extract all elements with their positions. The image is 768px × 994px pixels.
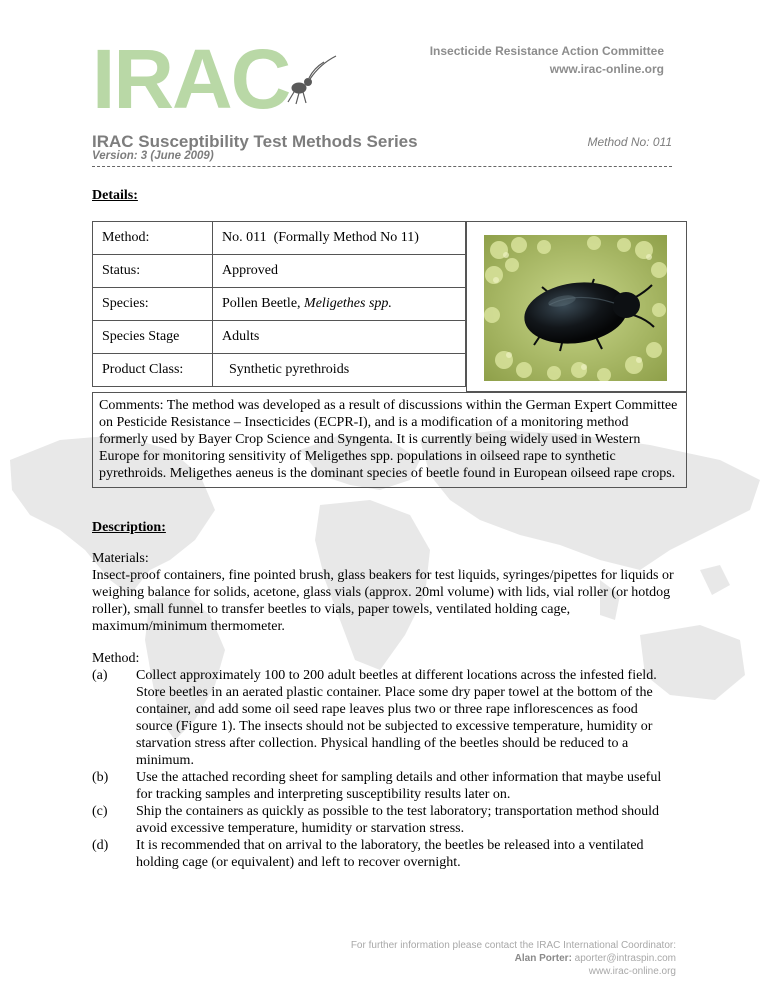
row-label: Product Class: (93, 354, 213, 387)
step-text: Collect approximately 100 to 200 adult beetles at different locations across the infested field. Store beetles in an aerated plastic container. Place some dry paper towel at the bottom of the container, and add some oil seed rape leaves plus two or three rape inflorescences as food source (Figure 1). The insects should not be subjected to excessive temperature, humidity or starvation stress after collection. Physical handling of the beetles should be reduced to a minimum. (136, 668, 657, 768)
series-title: IRAC Susceptibility Test Methods Series (92, 132, 418, 151)
footer-contact-line: For further information please contact the IRAC International Coordinator: (350, 940, 676, 951)
method-number: Method No: 011 (587, 135, 672, 149)
irac-logo (92, 42, 342, 110)
row-value: Approved (213, 255, 466, 288)
step-text: Use the attached recording sheet for sampling details and other information that maybe useful for tracking samples and interpreting susceptibility results later on. (136, 770, 662, 802)
row-label: Species Stage (93, 321, 213, 354)
comments-box: Comments: The method was developed as a result of discussions within the German Expert Committee on Pesticide Resistance – Insecticides (ECPR-I), and is a modification of a monitoring method formerly used by Bayer Crop Science and Syngenta. It is currently being widely used in Western Europe for monitoring sensitivity of Meligethes spp. populations in oilseed rape to synthetic pyrethroids. Meligethes aeneus is the dominant species of beetle found in European oilseed rape crops. (92, 392, 687, 488)
table-row (93, 222, 466, 255)
species-common-name: Pollen Beetle, (222, 296, 305, 311)
footer-contact-name: Alan Porter: (514, 953, 572, 964)
table-row (93, 255, 466, 288)
step-text: It is recommended that on arrival to the laboratory, the beetles be released into a ventilated holding cage (or equivalent) and left to recover overnight. (136, 838, 644, 870)
table-row (93, 288, 466, 321)
step-letter: (b) (92, 770, 109, 785)
method-label: Method: (92, 651, 140, 666)
step-letter: (c) (92, 804, 108, 819)
step-letter: (a) (92, 668, 108, 683)
footer-email[interactable]: aporter@intraspin.com (571, 953, 676, 964)
insect-icon (288, 56, 336, 104)
org-url[interactable]: www.irac-online.org (549, 62, 664, 76)
materials-text: Insect-proof containers, fine pointed brush, glass beakers for test liquids, syringes/pipettes for liquids or weighing balance for solids, acetone, glass vials (approx. 20ml volume) with lids, vial roller (or hotdog roller), small funnel to transfer beetles to vials, paper towels, ventilated holding cage, maximum/minimum thermometer. (92, 568, 674, 634)
svg-text:IRAC: IRAC (92, 42, 290, 110)
details-table (92, 221, 466, 387)
step-text: Ship the containers as quickly as possible to the test laboratory; transportation method should avoid excessive temperature, humidity or starvation stress. (136, 804, 659, 836)
step-letter: (d) (92, 838, 109, 853)
footer-url[interactable]: www.irac-online.org (588, 966, 676, 977)
photo-cell (466, 221, 687, 392)
table-row (93, 321, 466, 354)
description-heading: Description: (92, 520, 166, 535)
row-value: No. 011 (Formally Method No 11) (213, 222, 466, 255)
org-name: Insecticide Resistance Action Committee (429, 44, 664, 58)
pollen-beetle-photo (484, 235, 667, 381)
row-value (213, 288, 466, 321)
header-divider (92, 166, 672, 167)
table-row (93, 354, 466, 387)
row-value: Synthetic pyrethroids (213, 354, 466, 387)
row-label: Status: (93, 255, 213, 288)
row-value: Adults (213, 321, 466, 354)
row-label: Method: (93, 222, 213, 255)
version: Version: 3 (June 2009) (92, 150, 214, 162)
details-heading: Details: (92, 188, 138, 203)
species-scientific-name: Meligethes spp. (304, 296, 392, 311)
row-label: Species: (93, 288, 213, 321)
materials-label: Materials: (92, 551, 149, 566)
footer-contact (300, 953, 676, 964)
